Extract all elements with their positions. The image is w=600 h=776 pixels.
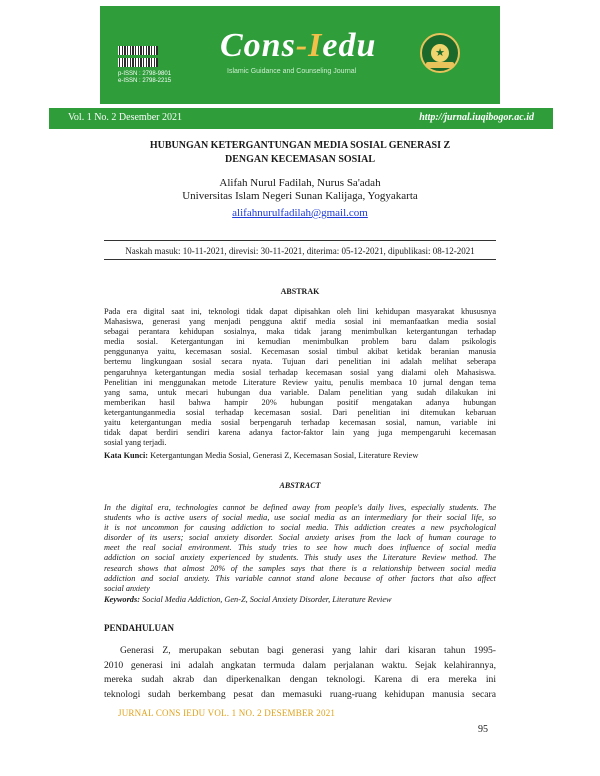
- page-number: 95: [478, 724, 488, 735]
- keywords-label: Keywords:: [104, 595, 140, 604]
- section-heading: PENDAHULUAN: [104, 623, 175, 633]
- body-line: teknologi sudah berkembang pesat dan memasuki ruang-ruang kehidupan manusia secara: [104, 688, 496, 700]
- abstrak-line: media sosial. Ketergantungan ini kemudian menimbulkan problem baru dalam psikologis: [104, 337, 496, 347]
- abstract-line: addiction on social anxiety experienced by students. This study uses the Literature Review method. The: [104, 553, 496, 563]
- logo-left: Cons: [220, 27, 296, 64]
- kata-kunci: [104, 451, 496, 460]
- abstract-line: it is not uncommon for causing addiction to social media. This addiction creates a new psychological: [104, 523, 496, 533]
- article-title: [100, 139, 500, 167]
- divider: [104, 259, 496, 260]
- divider: [104, 240, 496, 241]
- barcode-icon: [118, 58, 158, 67]
- abstrak-line: pengaruhnya ketergantungan media sosial terhadap kecemasan sosial yang dialami oleh Mahasiswa.: [104, 367, 496, 377]
- abstract-body: [104, 503, 496, 594]
- submission-dates: Naskah masuk: 10-11-2021, direvisi: 30-11-2021, diterima: 05-12-2021, dipublikasi: 08-12-2021: [125, 246, 475, 256]
- issue-info: Vol. 1 No. 2 Desember 2021: [68, 112, 182, 123]
- journal-subtitle: Islamic Guidance and Counseling Journal: [227, 68, 357, 75]
- section-body: [104, 644, 496, 702]
- university-seal-icon: [420, 33, 460, 73]
- affiliation: Universitas Islam Negeri Sunan Kalijaga, Yogyakarta: [182, 190, 418, 202]
- running-footer: JURNAL CONS IEDU VOL. 1 NO. 2 DESEMBER 2021: [118, 708, 336, 718]
- abstrak-line: sebagai perantara kehidupan sosialnya, maka tidak jarang menimbulkan ketergantungan terhadap: [104, 327, 496, 337]
- abstrak-line: Mahasiswa, generasi yang menjadi pengguna aktif media sosial ini memanfaatkan media sosial: [104, 317, 496, 327]
- e-issn: e-ISSN : 2798-2215: [118, 78, 172, 84]
- journal-url[interactable]: http://jurnal.iuqibogor.ac.id: [419, 112, 534, 123]
- abstrak-line: ketergantunganmedia sosial terhadap kecemasan sosial. Dari penelitian ini ditemukan kebaruan: [104, 407, 496, 417]
- abstract-line: students who is active users of social media, use social media as an intermediary for their social life, so: [104, 513, 496, 523]
- abstrak-line: yaitu ketergantungan media sosial berpengaruh terhadap kecemasan sosial, namun, variable ini: [104, 418, 496, 428]
- seal-star: ★: [435, 47, 445, 59]
- title-line: HUBUNGAN KETERGANTUNGAN MEDIA SOSIAL GENERASI Z: [149, 140, 451, 151]
- issn-info: [118, 71, 171, 85]
- keywords-text: Social Media Addiction, Gen-Z, Social Anxiety Disorder, Literature Review: [139, 595, 392, 604]
- kata-kunci-label: Kata Kunci:: [104, 451, 149, 460]
- abstract-line: research shows that almost 20% of the samples says that there is a relationship between social media: [104, 563, 496, 573]
- kata-kunci-text: Ketergantungan Media Sosial, Generasi Z, Kecemasan Sosial, Literature Review: [148, 451, 419, 460]
- abstrak-line: Pada era digital saat ini, teknologi tidak dapat dipisahkan oleh lini kehidupan masyarakat khususnya: [104, 307, 496, 316]
- author-block: [100, 177, 500, 203]
- abstrak-body: [104, 307, 496, 448]
- journal-logo: [220, 26, 376, 66]
- seal-center: [430, 43, 450, 63]
- barcode-icon: [118, 46, 158, 55]
- seal-band: [426, 62, 454, 68]
- abstrak-line: sosial yang terjadi.: [104, 438, 167, 448]
- abstract-line: meet the real social environment. This study tries to see how much does influence of social media: [104, 543, 496, 553]
- body-line: mereka sudah akrab dan diperkenalkan dengan teknologi. Karena di era mereka ini: [104, 674, 496, 685]
- abstrak-line: tidak dapat berdiri sendiri karena adanya factor-faktor lain yang juga mempengaruhi kecemasan: [104, 428, 496, 438]
- volume-bar: [49, 108, 553, 129]
- abstract-heading: ABSTRACT: [279, 481, 321, 490]
- keywords: [104, 595, 496, 604]
- authors: Alifah Nurul Fadilah, Nurus Sa'adah: [219, 177, 381, 189]
- abstrak-line: Penelitian ini menggunakan metode Literature Review yaitu, penulis membaca 10 jurnal dengan tema: [104, 377, 496, 387]
- abstrak-line: memberikan hasil bahwa hampir 20% hubungan positif mengatakan adanya hubungan: [104, 397, 496, 407]
- logo-mid: -I: [295, 27, 323, 64]
- abstrak-heading: ABSTRAK: [280, 287, 320, 296]
- abstrak-line: penggunanya yaitu, kecemasan sosial. Kecemasan sosial timbul akibat ketidak beranian manusia: [104, 347, 496, 357]
- author-email-link[interactable]: alifahnurulfadilah@gmail.com: [232, 207, 368, 219]
- barcode-block: [118, 46, 158, 70]
- body-line: Generasi Z, merupakan sebutan bagi generasi yang lahir dari kisaran tahun 1995-: [120, 645, 496, 656]
- body-line: 2010 generasi ini adalah angkatan termuda dalam perjalanan waktu. Sejak kelahirannya,: [104, 659, 496, 671]
- logo-right: edu: [322, 27, 377, 64]
- abstract-line: social anxiety: [104, 583, 150, 593]
- abstract-line: disorder of its users; social anxiety disorder. Social anxiety arises from the lack of human courage to: [104, 533, 496, 543]
- abstract-line: addiction and social anxiety. This variable cannot stand alone because of other factors that also affect: [104, 573, 496, 583]
- abstrak-line: bertemu lingkungaan sosial secara nyata. Tujuan dari penelitian ini adalah melihat seberapa: [104, 357, 496, 367]
- p-issn: p-ISSN : 2798-9801: [118, 71, 172, 77]
- abstract-line: In the digital era, technologies cannot be defined away from people's daily lives, especially students. The: [104, 503, 496, 512]
- title-line: DENGAN KECEMASAN SOSIAL: [224, 154, 376, 165]
- abstrak-line: yang sama, untuk mecari hubungan dua variable. Dalam penelitian yang sudah dilakukan ini: [104, 387, 496, 397]
